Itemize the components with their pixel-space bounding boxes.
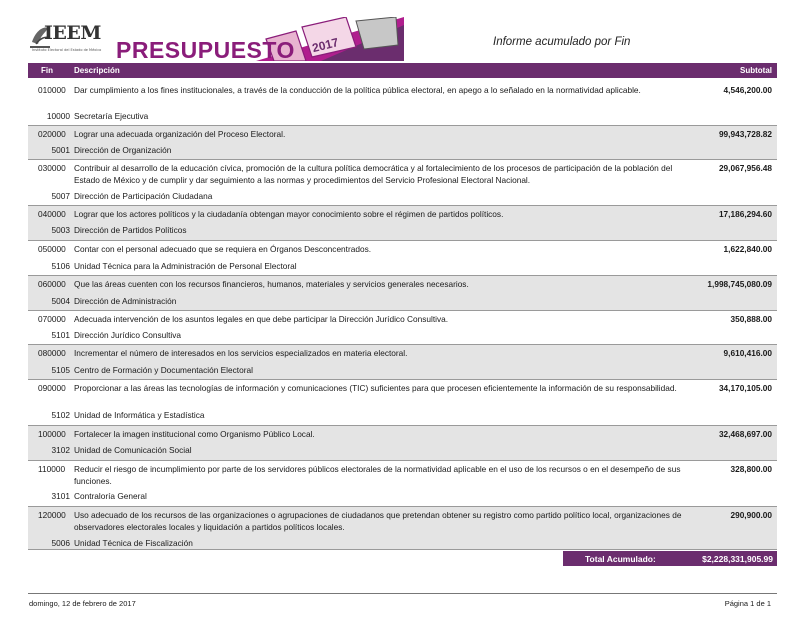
unit-name: Dirección de Participación Ciudadana: [74, 191, 213, 201]
unit-name: Centro de Formación y Documentación Electoral: [74, 365, 253, 375]
fin-subtotal: 290,900.00: [730, 510, 772, 520]
fin-subtotal: 29,067,956.48: [718, 163, 772, 173]
logo-text: IEEM: [44, 22, 101, 44]
table-row: [28, 345, 777, 380]
fin-code: 070000: [38, 314, 66, 324]
fin-code: 110000: [38, 464, 66, 474]
fin-code: 020000: [38, 129, 66, 139]
unit-code: 5102: [51, 410, 70, 420]
fin-code: 040000: [38, 209, 66, 219]
fin-code: 120000: [38, 510, 66, 520]
unit-name: Dirección de Organización: [74, 145, 172, 155]
fin-subtotal: 99,943,728.82: [718, 129, 772, 139]
fin-description: Incrementar el número de interesados en los servicios especializados en materia electoral.: [74, 348, 408, 358]
fin-description: Proporcionar a las áreas las tecnologías de información y comunicaciones (TIC) suficientes para que procesen eficientemente la información de su responsabilidad.: [74, 383, 677, 393]
fin-subtotal: 17,186,294.60: [718, 209, 772, 219]
fin-description: Contribuir al desarrollo de la educación cívica, promoción de la cultura política democrática y al fortalecimiento de los procesos de participación de la población del Estado de México y de cumplir y dar seguimiento a las normas y procedimientos del Servicio Profesional Electoral Nacional.: [74, 163, 673, 185]
unit-code: 10000: [46, 111, 70, 121]
table-header: [28, 63, 777, 78]
footer-date: domingo, 12 de febrero de 2017: [29, 599, 136, 608]
fin-description: Lograr una adecuada organización del Proceso Electoral.: [74, 129, 286, 139]
table-row: [28, 380, 777, 426]
fin-description: Lograr que los actores políticos y la ciudadanía obtengan mayor conocimiento sobre el régimen de partidos políticos.: [74, 209, 504, 219]
unit-code: 5004: [51, 296, 70, 306]
fin-description: Fortalecer la imagen institucional como Organismo Público Local.: [74, 429, 315, 439]
unit-name: Dirección Jurídico Consultiva: [74, 330, 181, 340]
fin-description: Que las áreas cuenten con los recursos financieros, humanos, materiales y servicios generales necesarios.: [74, 279, 469, 289]
fin-code: 100000: [38, 429, 66, 439]
unit-name: Contraloría General: [74, 491, 147, 501]
unit-name: Unidad de Informática y Estadística: [74, 410, 205, 420]
unit-code: 5003: [51, 225, 70, 235]
table-row: [28, 206, 777, 241]
col-fin: Fin: [41, 66, 53, 75]
table-row: [28, 311, 777, 345]
fin-code: 080000: [38, 348, 66, 358]
presupuesto-banner: [106, 17, 404, 61]
table-row: [28, 82, 777, 126]
total-label: Total Acumulado:: [585, 554, 656, 564]
fin-code: 050000: [38, 244, 66, 254]
unit-code: 5105: [51, 365, 70, 375]
unit-name: Dirección de Partidos Políticos: [74, 225, 187, 235]
banner-year: 2017: [310, 35, 341, 56]
unit-name: Unidad Técnica para la Administración de Personal Electoral: [74, 261, 297, 271]
fin-description: Uso adecuado de los recursos de las organizaciones o agrupaciones de ciudadanos que pretendan obtener su registro como partido político local, organizaciones de observadores electorales locales y liquidación a partidos políticos locales.: [74, 510, 682, 532]
fin-description: Reducir el riesgo de incumplimiento por parte de los servidores públicos electorales de la normatividad aplicable en el uso de los recursos o en el desempeño de sus funciones.: [74, 464, 681, 486]
fin-subtotal: 328,800.00: [730, 464, 772, 474]
table-row: [28, 507, 777, 550]
col-descripcion: Descripción: [74, 66, 120, 75]
banner-title: PRESUPUESTO: [116, 37, 295, 61]
footer-divider: [28, 593, 777, 594]
fin-subtotal: 32,468,697.00: [718, 429, 772, 439]
table-row: [28, 461, 777, 507]
unit-code: 3101: [51, 491, 70, 501]
fin-code: 030000: [38, 163, 66, 173]
unit-code: 5001: [51, 145, 70, 155]
row-divider: [28, 549, 777, 550]
unit-code: 5106: [51, 261, 70, 271]
col-subtotal: Subtotal: [740, 66, 772, 75]
table-row: [28, 276, 777, 311]
fin-description: Contar con el personal adecuado que se requiera en Órganos Desconcentrados.: [74, 244, 372, 254]
unit-code: 3102: [51, 445, 70, 455]
unit-name: Secretaría Ejecutiva: [74, 111, 149, 121]
unit-name: Unidad de Comunicación Social: [74, 445, 192, 455]
footer-page: Página 1 de 1: [724, 599, 771, 608]
logo-subtitle: Instituto Electoral del Estado de México: [32, 48, 102, 52]
total-value: $2,228,331,905.99: [702, 554, 773, 564]
report-header: [0, 0, 804, 62]
unit-name: Unidad Técnica de Fiscalización: [74, 538, 193, 548]
fin-subtotal: 1,998,745,080.09: [707, 279, 772, 289]
unit-code: 5101: [51, 330, 70, 340]
fin-subtotal: 9,610,416.00: [723, 348, 772, 358]
fin-subtotal: 34,170,105.00: [718, 383, 772, 393]
report-title: Informe acumulado por Fin: [493, 36, 631, 48]
unit-code: 5007: [51, 191, 70, 201]
table-row: [28, 241, 777, 276]
table-row: [28, 126, 777, 160]
fin-subtotal: 1,622,840.00: [723, 244, 772, 254]
fin-subtotal: 4,546,200.00: [723, 85, 772, 95]
unit-name: Dirección de Administración: [74, 296, 177, 306]
fin-code: 060000: [38, 279, 66, 289]
fin-description: Adecuada intervención de los asuntos legales en que debe participar la Dirección Jurídico Consultiva.: [74, 314, 449, 324]
table-row: [28, 426, 777, 461]
unit-code: 5006: [51, 538, 70, 548]
table-row: [28, 160, 777, 206]
fin-subtotal: 350,888.00: [730, 314, 772, 324]
fin-description: Dar cumplimiento a los fines institucionales, a través de la conducción de la política pública electoral, en apego a lo señalado en la normatividad aplicable.: [74, 85, 641, 95]
fin-code: 090000: [38, 383, 66, 393]
total-accumulated: [563, 551, 777, 566]
fin-code: 010000: [38, 85, 66, 95]
